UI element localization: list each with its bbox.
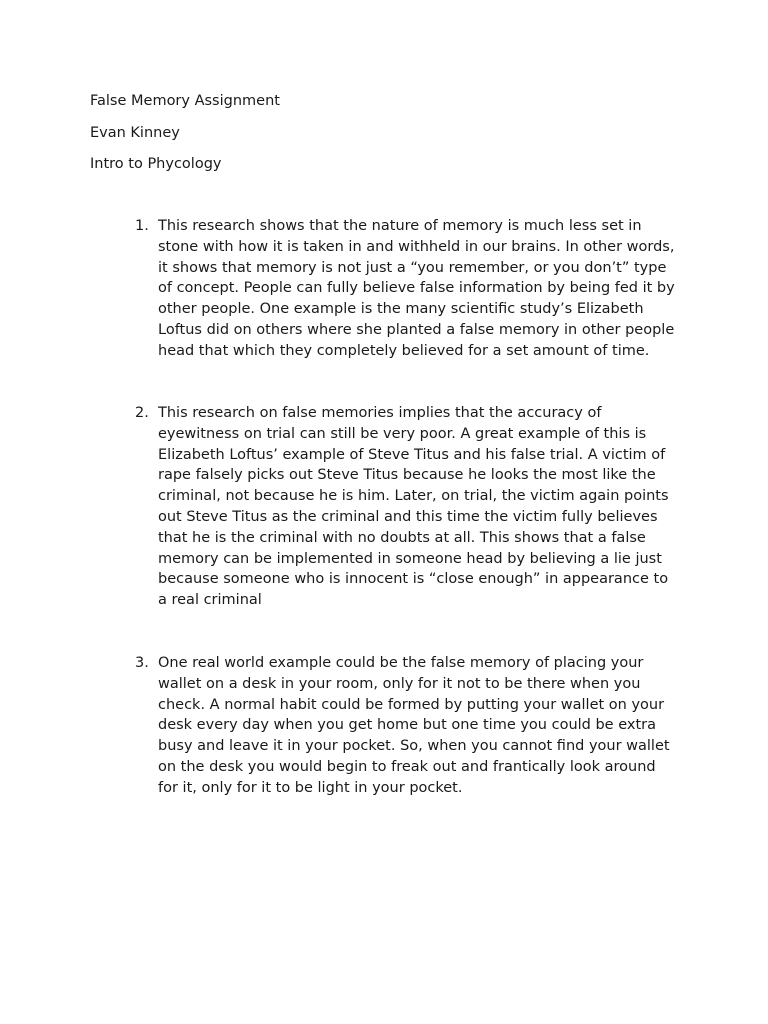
answer-item-2: [135, 403, 680, 611]
answer-text: This research on false memories implies that the accuracy of eyewitness on trial can still be very poor. A great example of this is Elizabeth Loftus’ example of Steve Titus and his false trial. A victim of rape falsely picks out Steve Titus because he looks the most like the criminal, not because he is him. Later, on trial, the victim again points out Steve Titus as the criminal and this time the victim fully believes that he is the criminal with no doubts at all. This shows that a false memory can be implemented in someone head by believing a lie just because someone who is innocent is “close enough” in appearance to a real criminal: [158, 405, 669, 609]
course-name: Intro to Phycology: [90, 156, 222, 172]
author-name: Evan Kinney: [90, 125, 180, 141]
document-title: False Memory Assignment: [90, 93, 280, 109]
answer-number: 2.: [135, 405, 149, 421]
answer-text: One real world example could be the false memory of placing your wallet on a desk in your room, only for it not to be there when you check. A normal habit could be formed by putting your wallet on your desk every day when you get home but one time you could be extra busy and leave it in your pocket. So, when you cannot find your wallet on the desk you would begin to freak out and frantically look around for it, only for it to be light in your pocket.: [158, 655, 670, 796]
answer-item-3: [135, 653, 680, 799]
answer-number: 1.: [135, 218, 149, 234]
answer-text: This research shows that the nature of memory is much less set in stone with how it is taken in and withheld in our brains. In other words, it shows that memory is not just a “you remember, or you don’t” type of concept. People can fully believe false information by being fed it by other people. One example is the many scientific study’s Elizabeth Loftus did on others where she planted a false memory in other people head that which they completely believed for a set amount of time.: [158, 218, 675, 359]
answer-item-1: [135, 216, 680, 362]
answer-number: 3.: [135, 655, 149, 671]
